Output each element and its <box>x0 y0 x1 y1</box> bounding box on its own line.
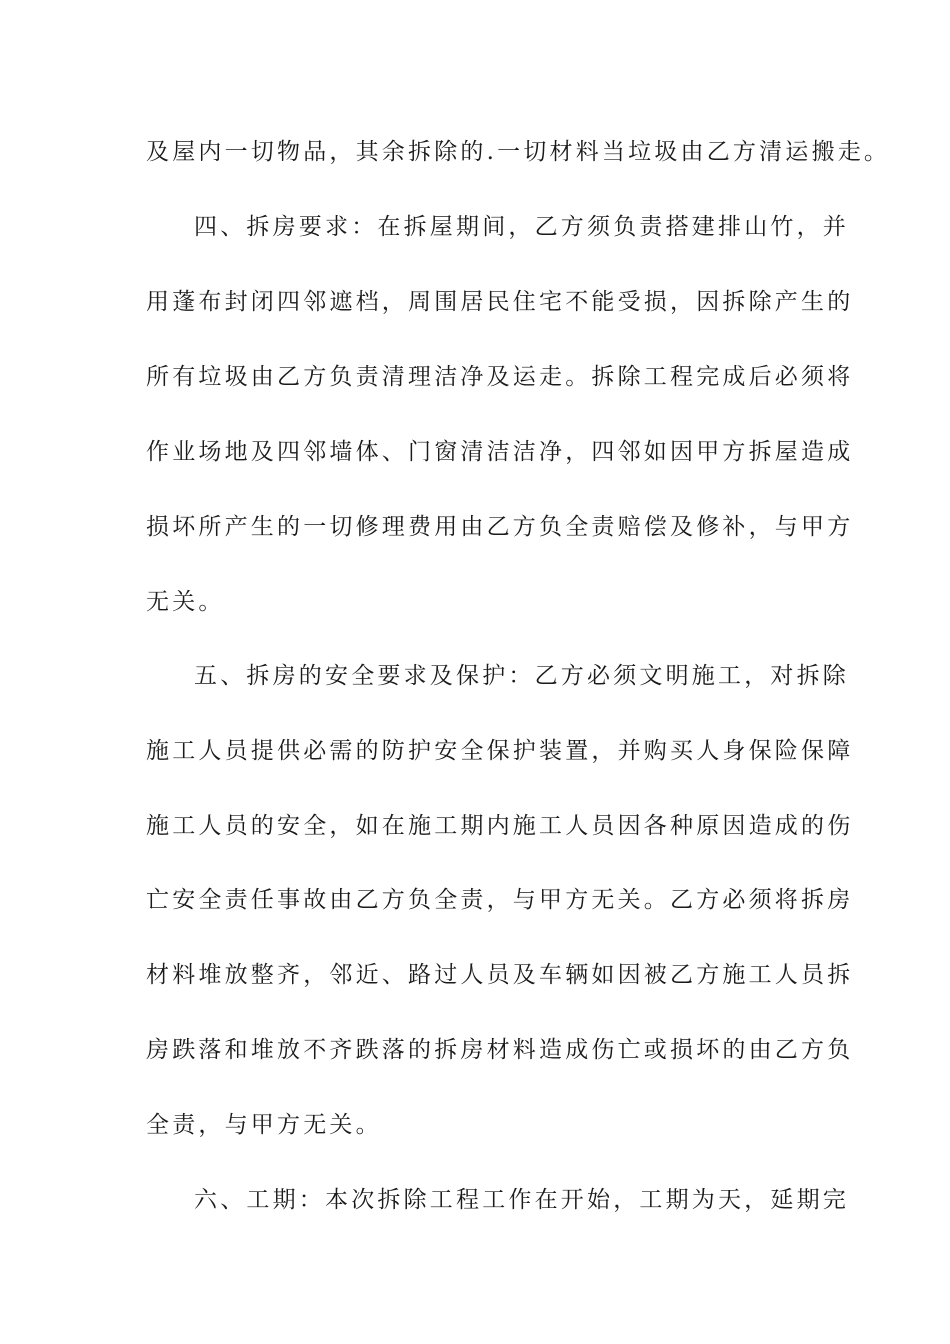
text-line: 及屋内一切物品，其余拆除的.一切材料当垃圾由乙方清运搬走。 <box>146 139 891 165</box>
text-line: 用蓬布封闭四邻遮档，周围居民住宅不能受损，因拆除产生的 <box>146 289 854 315</box>
section-heading-line: 六、工期：本次拆除工程工作在开始，工期为天，延期完 <box>194 1187 849 1213</box>
section-heading-line: 五、拆房的安全要求及保护：乙方必须文明施工，对拆除 <box>194 663 849 689</box>
text-line: 房跌落和堆放不齐跌落的拆房材料造成伤亡或损坏的由乙方负 <box>146 1037 854 1063</box>
section-heading-line: 四、拆房要求：在拆屋期间，乙方须负责搭建排山竹，并 <box>194 214 849 240</box>
text-line: 全责，与甲方无关。 <box>146 1112 382 1138</box>
text-line: 作业场地及四邻墙体、门窗清洁洁净，四邻如因甲方拆屋造成 <box>146 439 854 465</box>
text-line: 无关。 <box>146 589 225 615</box>
text-line: 损坏所产生的一切修理费用由乙方负全责赔偿及修补，与甲方 <box>146 514 854 540</box>
text-line: 施工人员提供必需的防护安全保护装置，并购买人身保险保障 <box>146 738 854 764</box>
text-line: 施工人员的安全，如在施工期内施工人员因各种原因造成的伤 <box>146 813 854 839</box>
text-line: 所有垃圾由乙方负责清理洁净及运走。拆除工程完成后必须将 <box>146 364 854 390</box>
text-line: 材料堆放整齐，邻近、路过人员及车辆如因被乙方施工人员拆 <box>146 962 854 988</box>
text-line: 亡安全责任事故由乙方负全责，与甲方无关。乙方必须将拆房 <box>146 887 854 913</box>
